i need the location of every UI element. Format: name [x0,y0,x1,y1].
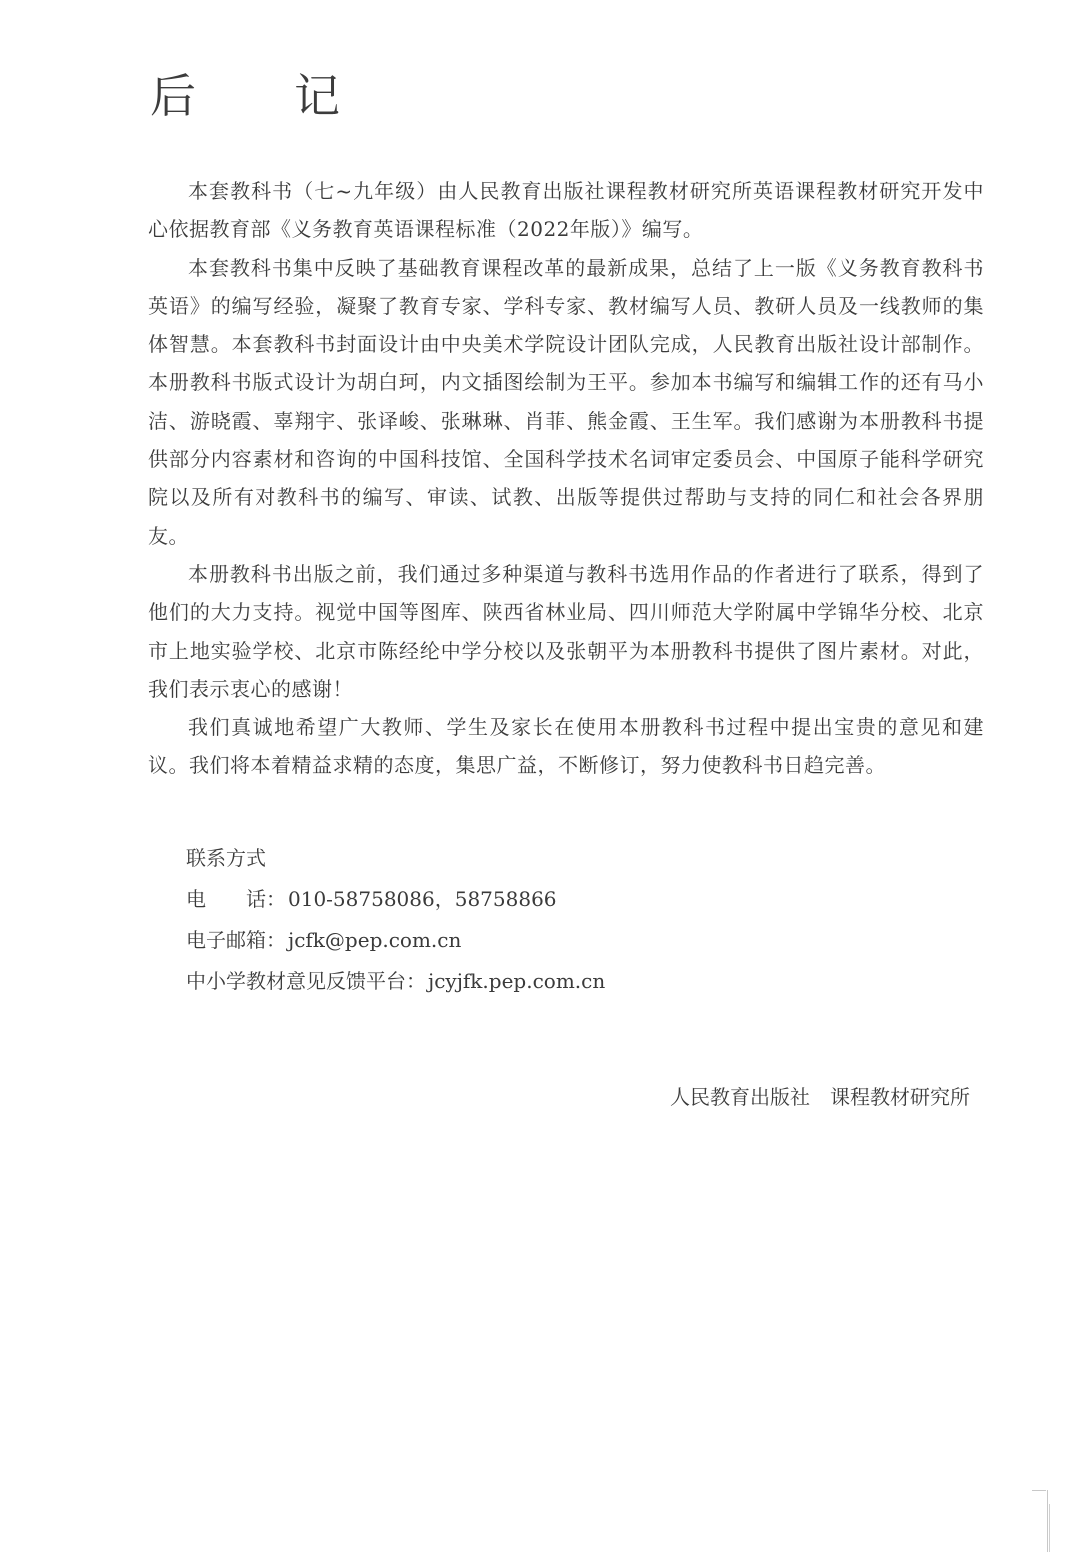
signature [670,1082,970,1112]
contact-email [186,920,886,961]
contact-heading: 联系方式 [186,846,266,870]
page-title: 后 记 [150,69,366,123]
afterword-body [148,172,984,785]
signature-publisher: 人民教育出版社 [670,1085,810,1109]
paragraph-2: 本套教科书集中反映了基础教育课程改革的最新成果，总结了上一版《义务教育教科书 英语》的编写经验，凝聚了教育专家、学科专家、教材编写人员、教研人员及一线教师的集体智慧。本套教科书封面设计由中央美术学院设计团队完成，人民教育出版社设计部制作。本册教科书版式设计为胡白珂，内文插图绘制为王平。参加本书编写和编辑工作的还有马小洁、游晓霞、辜翔宇、张译峻、张琳琳、肖菲、熊金霞、王生军。我们感谢为本册教科书提供部分内容素材和咨询的中国科技馆、全国科学技术名词审定委员会、中国原子能科学研究院以及所有对教科书的编写、审读、试教、出版等提供过帮助与支持的同仁和社会各界朋友。 [148,255,984,548]
email-value[interactable]: jcfk@pep.com.cn [288,928,462,952]
phone-value: 010-58758086，58758866 [288,887,557,911]
crop-mark [1047,1490,1074,1552]
contact-platform [186,961,886,1002]
contact-phone [186,879,886,920]
platform-value[interactable]: jcyjfk.pep.com.cn [428,969,606,993]
phone-label: 电 话： [186,887,286,911]
email-label: 电子邮箱： [186,928,286,952]
platform-label: 中小学教材意见反馈平台： [186,969,426,993]
contact-info [186,838,886,1002]
paragraph-4: 我们真诚地希望广大教师、学生及家长在使用本册教科书过程中提出宝贵的意见和建议。我们将本着精益求精的态度，集思广益，不断修订，努力使教科书日趋完善。 [148,715,984,778]
paragraph-3: 本册教科书出版之前，我们通过多种渠道与教科书选用作品的作者进行了联系，得到了他们的大力支持。视觉中国等图库、陕西省林业局、四川师范大学附属中学锦华分校、北京市上地实验学校、北京市陈经纶中学分校以及张朝平为本册教科书提供了图片素材。对此，我们表示衷心的感谢！ [148,561,984,701]
paragraph-1: 本套教科书（七~九年级）由人民教育出版社课程教材研究所英语课程教材研究开发中心依据教育部《义务教育英语课程标准（2022年版）》编写。 [148,179,984,242]
signature-institute: 课程教材研究所 [830,1085,970,1109]
